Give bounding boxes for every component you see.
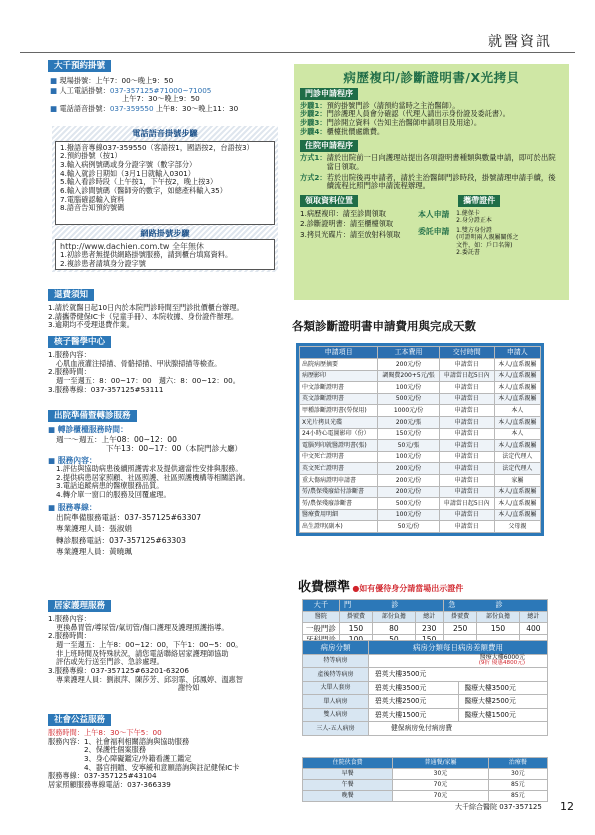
nuclear-line: 1.服務內容：	[48, 350, 91, 360]
charge-cell: 150	[339, 623, 373, 635]
inpatient-title: 住院申請程序	[300, 140, 358, 152]
ward-cell: 醫療大樓1500元	[458, 708, 548, 722]
refund-item: 3.逾期均不受理退費作業。	[48, 320, 134, 330]
web-step: 2.複診患者請填身分證字號	[60, 259, 146, 269]
voice-steps-list	[55, 141, 275, 225]
nuclear-title: 核子醫學中心	[48, 336, 111, 348]
fees-cell: 100元/份	[378, 382, 440, 394]
fees-cell: 申請當日	[439, 359, 494, 371]
social-list	[84, 738, 239, 773]
meal-cell: 午餐	[303, 780, 393, 791]
meal-cell: 85元	[488, 780, 547, 791]
fees-cell: 申請當日起5日內	[439, 370, 494, 382]
ward-cell: 健保病房免付病房費	[369, 722, 548, 736]
fees-row	[300, 393, 541, 405]
voice-hours: 上午8：30～晚上11：30	[155, 103, 239, 113]
fees-cell: 申請當日	[439, 521, 494, 533]
fees-header-cell: 申請人	[494, 347, 540, 359]
fees-cell: 本人/直系親屬	[494, 393, 540, 405]
meal-table-wrap	[302, 757, 548, 802]
proxy-item: 2.委託書	[456, 248, 480, 256]
voice-step: 5.輸入看診時段（上午按1，下午按2，晚上按3）	[60, 177, 218, 187]
ward-header: 病房分類每日病房差額費用	[369, 641, 548, 655]
home-line: 2.服務時間：	[48, 631, 91, 641]
fees-cell: 家屬	[494, 474, 540, 486]
fees-cell: X光片拷貝光碟	[300, 416, 378, 428]
ward-type: 特等病房	[303, 654, 369, 668]
ward-price: 醫療大樓6000元	[479, 653, 525, 661]
proxy-item: 1.雙方身份證	[456, 227, 492, 235]
fees-cell: 甲種診斷證明書(勞保用)	[300, 405, 378, 417]
ward-cell: 碧英大樓1500元	[369, 708, 459, 722]
fees-body	[300, 359, 541, 533]
meal-cell: 70元	[393, 791, 488, 802]
pickup-item: 2.診斷證明書：請至櫃檯領取	[300, 219, 394, 229]
discharge-time-a: 週一～週五：上午08：00~12：00	[56, 434, 177, 444]
fees-cell: 申請當日	[439, 428, 494, 440]
charge-top-cell: 門診	[339, 600, 443, 612]
meal-row	[303, 791, 548, 802]
fees-header-cell: 工本費用	[378, 347, 440, 359]
fees-cell: 200元/份	[378, 463, 440, 475]
step-key: 步驟4：	[300, 126, 327, 136]
fees-header-row	[300, 347, 541, 359]
refund-list	[48, 304, 244, 330]
page-number: 12	[560, 800, 574, 813]
copy-panel	[294, 64, 569, 300]
appt-lines	[50, 76, 282, 114]
fees-cell: 申請當日	[439, 509, 494, 521]
fees-cell: 申請當日	[439, 474, 494, 486]
walkin-hours: 現場掛號：上午7：00～晚上9：50	[59, 76, 174, 85]
web-url[interactable]: http://www.dachien.com.tw 全年無休	[60, 241, 205, 251]
social-line: 服務專線：037-357125#43104	[48, 771, 157, 781]
social-line: 居家照顧服務專線電話：037-366339	[48, 780, 171, 790]
home-line: 週一至週五：上午8：00~12：00，下午1：00~5：00。	[56, 640, 243, 650]
fees-row	[300, 509, 541, 521]
voice-steps-title: 電話語音掛號步驟	[132, 128, 198, 138]
fees-cell: 200元/份	[378, 486, 440, 498]
fees-cell: 本人/直系親屬	[494, 382, 540, 394]
web-step: 1.初診患者無提供網路掛號服務，請到櫃台填寫資料。	[60, 250, 233, 260]
home-section	[48, 600, 288, 693]
fees-cell: 本人	[494, 428, 540, 440]
nuclear-line: 週一至週五：8：00~17：00 週六：8：00~12：00。	[56, 376, 240, 386]
fees-header-cell: 交付時間	[439, 347, 494, 359]
social-item: 3、身心障礙鑑定/外籍看護工鑑定	[83, 754, 192, 764]
ward-header: 病房分類	[303, 641, 369, 655]
ward-cell: 醫療大樓3500元	[458, 681, 548, 695]
outpatient-step	[300, 128, 563, 137]
charge-cell: 150	[477, 623, 519, 635]
outpatient-title: 門診申請程序	[300, 88, 358, 100]
fees-cell: 100元/份	[378, 509, 440, 521]
charge-cell: 400	[519, 623, 547, 635]
voice-step: 4.輸入就診日期如（3月1日就輸入0301）	[60, 168, 195, 178]
self-item: 1.健保卡	[456, 209, 480, 217]
fees-cell: 電腦列印就醫證明書(張)	[300, 440, 378, 452]
ward-type: 三人-五人病房	[303, 722, 369, 736]
meal-cell: 30元	[488, 769, 547, 780]
refund-item: 2.請攜帶健保IC卡（兒童手冊）、本院收據、身份證件辦理。	[48, 311, 239, 321]
fees-cell: 申請當日	[439, 416, 494, 428]
meal-header: 住院伙食費	[303, 758, 393, 769]
charge-col-header: 總計	[415, 611, 443, 623]
charge-col-header: 掛號費	[339, 611, 373, 623]
fees-cell: 本人/直系親屬	[494, 440, 540, 452]
fees-cell: 24小時心電圖影印（份）	[300, 428, 378, 440]
ward-type: 雙人病房	[303, 708, 369, 722]
docs-title: 攜帶證件	[458, 195, 500, 207]
web-steps-title: 網路掛號步驟	[140, 228, 190, 238]
fees-cell: 中文死亡證明書	[300, 451, 378, 463]
fees-cell: 醫療費用明細	[300, 509, 378, 521]
discharge-title: 出院準備暨轉診服務	[48, 410, 137, 422]
charge-cell: 250	[443, 623, 477, 635]
fees-cell: 申請當日	[439, 382, 494, 394]
fees-cell: 本人/直系親屬	[494, 416, 540, 428]
fees-cell: 50元/張	[378, 440, 440, 452]
web-steps-list	[55, 239, 275, 270]
charge-cell: 80	[373, 623, 415, 635]
fees-cell: 100元/份	[378, 451, 440, 463]
fees-row	[300, 463, 541, 475]
fees-cell: 申請當日起5日內	[439, 498, 494, 510]
fees-cell: 出生證明(副本)	[300, 521, 378, 533]
discharge-item: 2.提供病患居家照顧、社區照護、社區照護機構等相關諮詢。	[56, 472, 250, 482]
pickup-item: 3.拷貝光碟片：請至放射科領取	[300, 229, 401, 239]
fees-header-cell: 申請項目	[300, 347, 378, 359]
ward-body	[303, 654, 548, 735]
home-line: 謝怜如	[178, 683, 200, 693]
bullet-icon: ■	[50, 76, 60, 85]
discharge-line: 轉診服務電話：037-357125#63303	[56, 535, 186, 545]
way-text: 若於出院後再申請者，請於主治醫師門診時段，掛號請理申請手續，後續流程比照門診申請流程辦理。	[326, 172, 556, 191]
fees-row	[300, 370, 541, 382]
way-key: 方式1：	[300, 152, 327, 162]
ward-cell: 碧英大樓3500元	[369, 681, 459, 695]
bullet-icon: ■	[50, 85, 60, 95]
nuclear-line: 3.服務專線：037-357125#53111	[48, 384, 164, 394]
appt-title: 大千預約掛號	[48, 60, 111, 72]
home-line: 專業護理人員：劉淑萍、陳莎芳、邱羽霏、邱鳳婷、溫惠智	[56, 674, 243, 684]
step-text: 預約掛號門診（請預約當時之主治醫師）。	[326, 100, 460, 110]
pickup-list	[300, 209, 414, 240]
manual-number[interactable]: 037-357125#71000~71005	[109, 85, 212, 95]
fees-cell: 病歷影印	[300, 370, 378, 382]
discharge-line: 專業護理人員：張淑娟	[56, 524, 132, 534]
home-line: 3.服務專線：037-357125#63201-63206	[48, 666, 189, 676]
meal-cell: 30元	[393, 769, 488, 780]
ward-cell	[369, 654, 548, 668]
social-item: 1、社會福利相關諮詢與協助服務	[83, 736, 190, 746]
fees-cell: 調閱費200+5元/張	[378, 370, 440, 382]
meal-cell: 70元	[393, 780, 488, 791]
ward-cell: 醫療大樓2500元	[458, 695, 548, 709]
fees-cell: 本人/直系親屬	[494, 486, 540, 498]
step-text: 門診開立資料（告知主治醫師申請項目及用途）。	[326, 117, 482, 127]
meal-cell: 85元	[488, 791, 547, 802]
discharge-section	[48, 410, 288, 558]
fees-cell: 1000元/份	[378, 405, 440, 417]
fees-cell: 200元/張	[378, 416, 440, 428]
charge-title: 收費標準	[298, 580, 351, 595]
discharge-time-label: 轉診櫃檯服務時間：	[57, 425, 128, 435]
charge-col-header: 總計	[519, 611, 547, 623]
voice-steps-box	[52, 126, 278, 226]
step-key: 步驟3：	[300, 117, 327, 127]
home-line: 更換鼻胃管/導尿管/氣切管/傷口護理及護理照護指導。	[56, 622, 229, 632]
fees-frame	[296, 343, 544, 536]
discharge-item: 4.轉介單一窗口的服務及回覆處理。	[56, 490, 171, 500]
charge-row	[303, 623, 548, 635]
home-title: 居家護理服務	[48, 600, 111, 612]
ward-cell: 碧英大樓3500元	[369, 668, 548, 682]
fees-cell: 150元/份	[378, 428, 440, 440]
ward-row	[303, 668, 548, 682]
fees-cell: 申請當日	[439, 440, 494, 452]
fees-row	[300, 359, 541, 371]
proxy-item: (可證明兩人親屬關係之	[456, 234, 519, 242]
nuclear-line: 2.服務時間：	[48, 367, 91, 377]
charge-cell: 一般門診	[303, 623, 340, 635]
charge-top-cell: 大千	[303, 600, 340, 612]
bullet-icon: ■	[48, 502, 58, 512]
ward-type: 產後特等病房	[303, 668, 369, 682]
discharge-line: 專業護理人員：黃曉珮	[56, 547, 132, 557]
proxy-label: 委託申請	[418, 227, 450, 237]
refund-section	[48, 289, 244, 330]
nuclear-line: 心肌血液灌注掃描、骨骼掃描、甲狀腺掃描等檢查。	[56, 358, 222, 368]
fees-cell: 勞/農保殘廢診斷書	[300, 498, 378, 510]
social-time: 服務時間：上午8：30～下午5：00	[48, 728, 162, 738]
refund-item: 1.請於就醫日起10日內於本院門診時間至門診批價櫃台辦理。	[48, 303, 244, 313]
fees-cell: 500元/份	[378, 498, 440, 510]
discharge-line-label: 服務專線：	[57, 502, 97, 512]
home-line: 1.服務內容：	[48, 614, 91, 624]
fees-cell: 父母親	[494, 521, 540, 533]
fees-row	[300, 486, 541, 498]
self-item: 2.身分證正本	[456, 217, 492, 225]
ward-type: 大單人套房	[303, 681, 369, 695]
fees-cell: 200元/份	[378, 359, 440, 371]
fees-cell: 英文診斷證明書	[300, 393, 378, 405]
meal-row	[303, 780, 548, 791]
ward-discount: (9折 優惠4800元)	[478, 659, 525, 666]
ward-row	[303, 654, 548, 668]
fees-row	[300, 416, 541, 428]
fees-cell: 本人/直系親屬	[494, 509, 540, 521]
discharge-content-label: 服務內容：	[57, 455, 97, 465]
charge-top-cell: 急診	[443, 600, 547, 612]
nuclear-section	[48, 336, 240, 394]
home-line: 評估或先行送至門診、急診處理。	[56, 657, 164, 667]
refund-title: 退費須知	[48, 289, 94, 301]
fees-row	[300, 451, 541, 463]
ward-row	[303, 708, 548, 722]
charge-col-header: 醫院	[303, 611, 340, 623]
fees-cell: 申請當日	[439, 405, 494, 417]
fees-row	[300, 428, 541, 440]
fees-cell: 500元/份	[378, 393, 440, 405]
fees-cell: 中文診斷證明書	[300, 382, 378, 394]
fees-row	[300, 474, 541, 486]
social-item: 2、保護性個案服務	[83, 745, 147, 755]
meal-header: 治療餐	[488, 758, 547, 769]
voice-label: 電話語音掛號：	[59, 103, 110, 113]
discharge-item: 1.評估與協助病患後續照護需求及提供適當性安排與服務。	[56, 464, 243, 474]
voice-step: 7.電腦確認輸入資料	[60, 194, 125, 204]
ward-row	[303, 681, 548, 695]
header-rule	[20, 52, 575, 53]
discharge-time-b: 下午13：00~17：00（本院門診大廳）	[106, 443, 243, 453]
charge-cell: 230	[415, 623, 443, 635]
fees-row	[300, 498, 541, 510]
meal-row	[303, 769, 548, 780]
bullet-icon: ■	[48, 455, 58, 465]
social-item: 4、器官捐贈、安寧緩和意願諮詢與註記健保IC卡	[83, 762, 240, 772]
manual-label: 人工電話掛號：	[59, 85, 110, 95]
fees-cell: 英文死亡證明書	[300, 463, 378, 475]
fees-title: 各類診斷證明書申請費用與完成天數	[292, 319, 476, 333]
fees-cell: 出院病歷摘要	[300, 359, 378, 371]
charge-note: ●如有優待身分請當場出示證件	[352, 584, 464, 593]
fees-cell: 申請當日	[439, 451, 494, 463]
pickup-item: 1.病歷複印：請至診間領取	[300, 208, 386, 218]
ward-cell: 碧英大樓2500元	[369, 695, 459, 709]
ward-table-wrap	[302, 640, 548, 736]
meal-header: 普通餐/家屬	[393, 758, 488, 769]
voice-step: 1.撥語音專線037-359550（客語按1，國語按2，台語按3）	[60, 142, 254, 152]
fees-cell: 本人	[494, 405, 540, 417]
charge-header	[298, 580, 463, 596]
fees-cell: 重大傷病證明申請書	[300, 474, 378, 486]
fees-cell: 申請當日	[439, 486, 494, 498]
step-text: 門診護理人員會分確認（代理人請出示身份證及委託書）。	[326, 109, 510, 119]
fees-cell: 本人/直系親屬	[494, 498, 540, 510]
fees-row	[300, 382, 541, 394]
voice-step: 8.語音告知預約號碼	[60, 203, 125, 213]
ward-row	[303, 722, 548, 736]
discharge-list	[48, 465, 288, 500]
meal-header-row	[303, 758, 548, 769]
charge-top-row	[303, 600, 548, 612]
ward-type: 單人病房	[303, 695, 369, 709]
charge-col-header: 部份負擔	[477, 611, 519, 623]
charge-cols-row	[303, 611, 548, 623]
step-key: 步驟1：	[300, 100, 327, 110]
meal-cell: 晚餐	[303, 791, 393, 802]
fees-cell: 本人/直系親屬	[494, 359, 540, 371]
social-title: 社會公益服務	[48, 714, 111, 726]
fees-cell: 勞/農保殘廢給付診斷書	[300, 486, 378, 498]
copy-title: 病歷複印/診斷證明書/X光拷貝	[343, 70, 520, 85]
way-key: 方式2：	[300, 172, 327, 182]
page-title: 就醫資訊	[488, 34, 552, 50]
fees-cell: 法定代理人	[494, 463, 540, 475]
voice-number[interactable]: 037-359550	[109, 103, 154, 113]
social-section	[48, 714, 288, 790]
fees-row	[300, 440, 541, 452]
step-key: 步驟2：	[300, 109, 327, 119]
way-text: 請於出院前一日向護理站提出各項證明書種類與數量申請，即可於出院當日領取。	[326, 152, 556, 171]
home-line: 非上班時間及特殊狀況，請您電話聯絡居家護理師協助	[56, 648, 229, 658]
charge-col-header: 掛號費	[443, 611, 477, 623]
discharge-item: 3.電話追蹤病患的醫療服務品質。	[56, 481, 164, 491]
fees-cell: 申請當日	[439, 463, 494, 475]
ward-row	[303, 695, 548, 709]
footer-hospital: 大千綜合醫院 037-357125	[455, 803, 542, 811]
proxy-item: 文件，如：戶口名簿)	[456, 241, 513, 249]
fees-cell: 申請當日	[439, 393, 494, 405]
social-content-label: 服務內容：	[48, 736, 84, 746]
inpatient-way	[300, 154, 563, 172]
outpatient-steps	[300, 102, 563, 137]
web-steps-box	[52, 226, 278, 272]
manual-hours: 上午7：30～晚上9：50	[122, 94, 200, 104]
bullet-icon: ■	[50, 103, 60, 113]
voice-step: 2.預約掛號（按1）	[60, 151, 122, 161]
pickup-title: 領取資料位置	[300, 195, 358, 207]
meal-cell: 早餐	[303, 769, 393, 780]
fees-row	[300, 405, 541, 417]
charge-col-header: 部份負擔	[373, 611, 415, 623]
fees-cell: 本人/直系親屬	[494, 370, 540, 382]
charge-table-wrap	[302, 599, 548, 646]
fees-cell: 法定代理人	[494, 451, 540, 463]
voice-step: 6.輸入診間號碼（醫師旁的數字，如總產科輸入35）	[60, 186, 227, 196]
voice-step: 3.輸入病例號碼或身分證字號（數字部分）	[60, 160, 197, 170]
fees-cell: 200元/份	[378, 474, 440, 486]
step-text: 櫃檯批價處繳費。	[326, 126, 385, 136]
discharge-line: 出院準備服務電話：037-357125#63307	[56, 513, 202, 522]
fees-row	[300, 521, 541, 533]
meal-body	[303, 769, 548, 802]
self-label: 本人申請	[418, 209, 450, 219]
inpatient-way	[300, 174, 563, 192]
bullet-icon: ■	[48, 425, 58, 435]
inpatient-ways	[300, 154, 563, 192]
fees-cell: 50元/份	[378, 521, 440, 533]
